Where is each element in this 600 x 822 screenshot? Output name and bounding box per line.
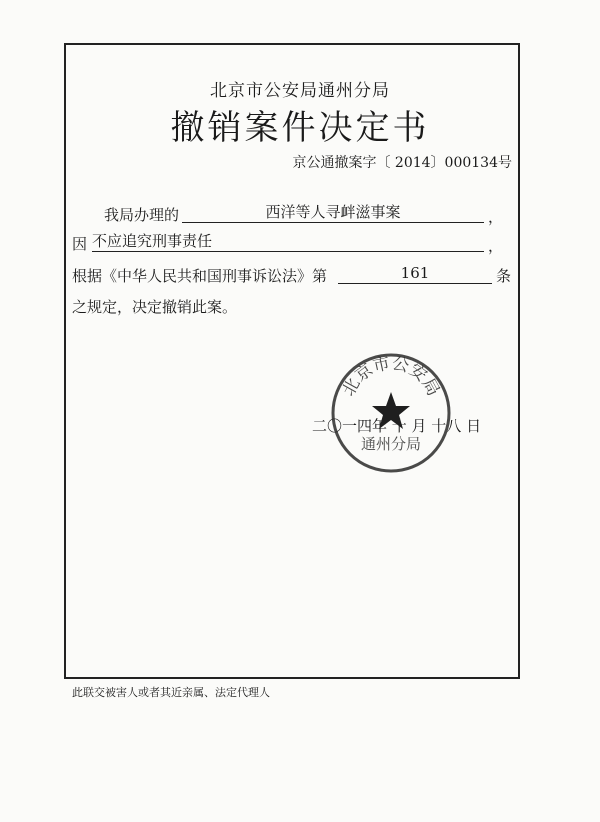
issuing-authority: 北京市公安局通州分局 — [210, 81, 390, 101]
line1-suffix: ， — [488, 208, 504, 226]
line3-suffix: 条 — [496, 267, 512, 285]
article-number-field: 161 — [338, 264, 492, 284]
copy-recipient-note: 此联交被害人或者其近亲属、法定代理人 — [72, 686, 270, 699]
decision-date: 二〇一四年 十 月 十八 日 — [312, 417, 482, 435]
line1-prefix: 我局办理的 — [104, 206, 180, 224]
line3-prefix: 根据《中华人民共和国刑事诉讼法》第 — [72, 267, 328, 285]
line2-prefix: 因 — [72, 235, 88, 253]
document-title: 撤销案件决定书 — [170, 108, 430, 148]
case-name-field: 西洋等人寻衅滋事案 — [182, 203, 484, 223]
official-seal — [330, 352, 452, 474]
document-number: 京公通撤案字〔 2014〕000134号 — [292, 155, 512, 171]
reason-field: 不应追究刑事责任 — [92, 232, 484, 252]
seal-lower-text: 通州分局 — [360, 435, 422, 453]
star-icon — [372, 392, 410, 429]
line2-suffix: ， — [488, 237, 504, 255]
line4-text: 之规定，决定撤销此案。 — [72, 298, 238, 316]
seal-upper-text: 北京市公安局 — [338, 353, 444, 400]
